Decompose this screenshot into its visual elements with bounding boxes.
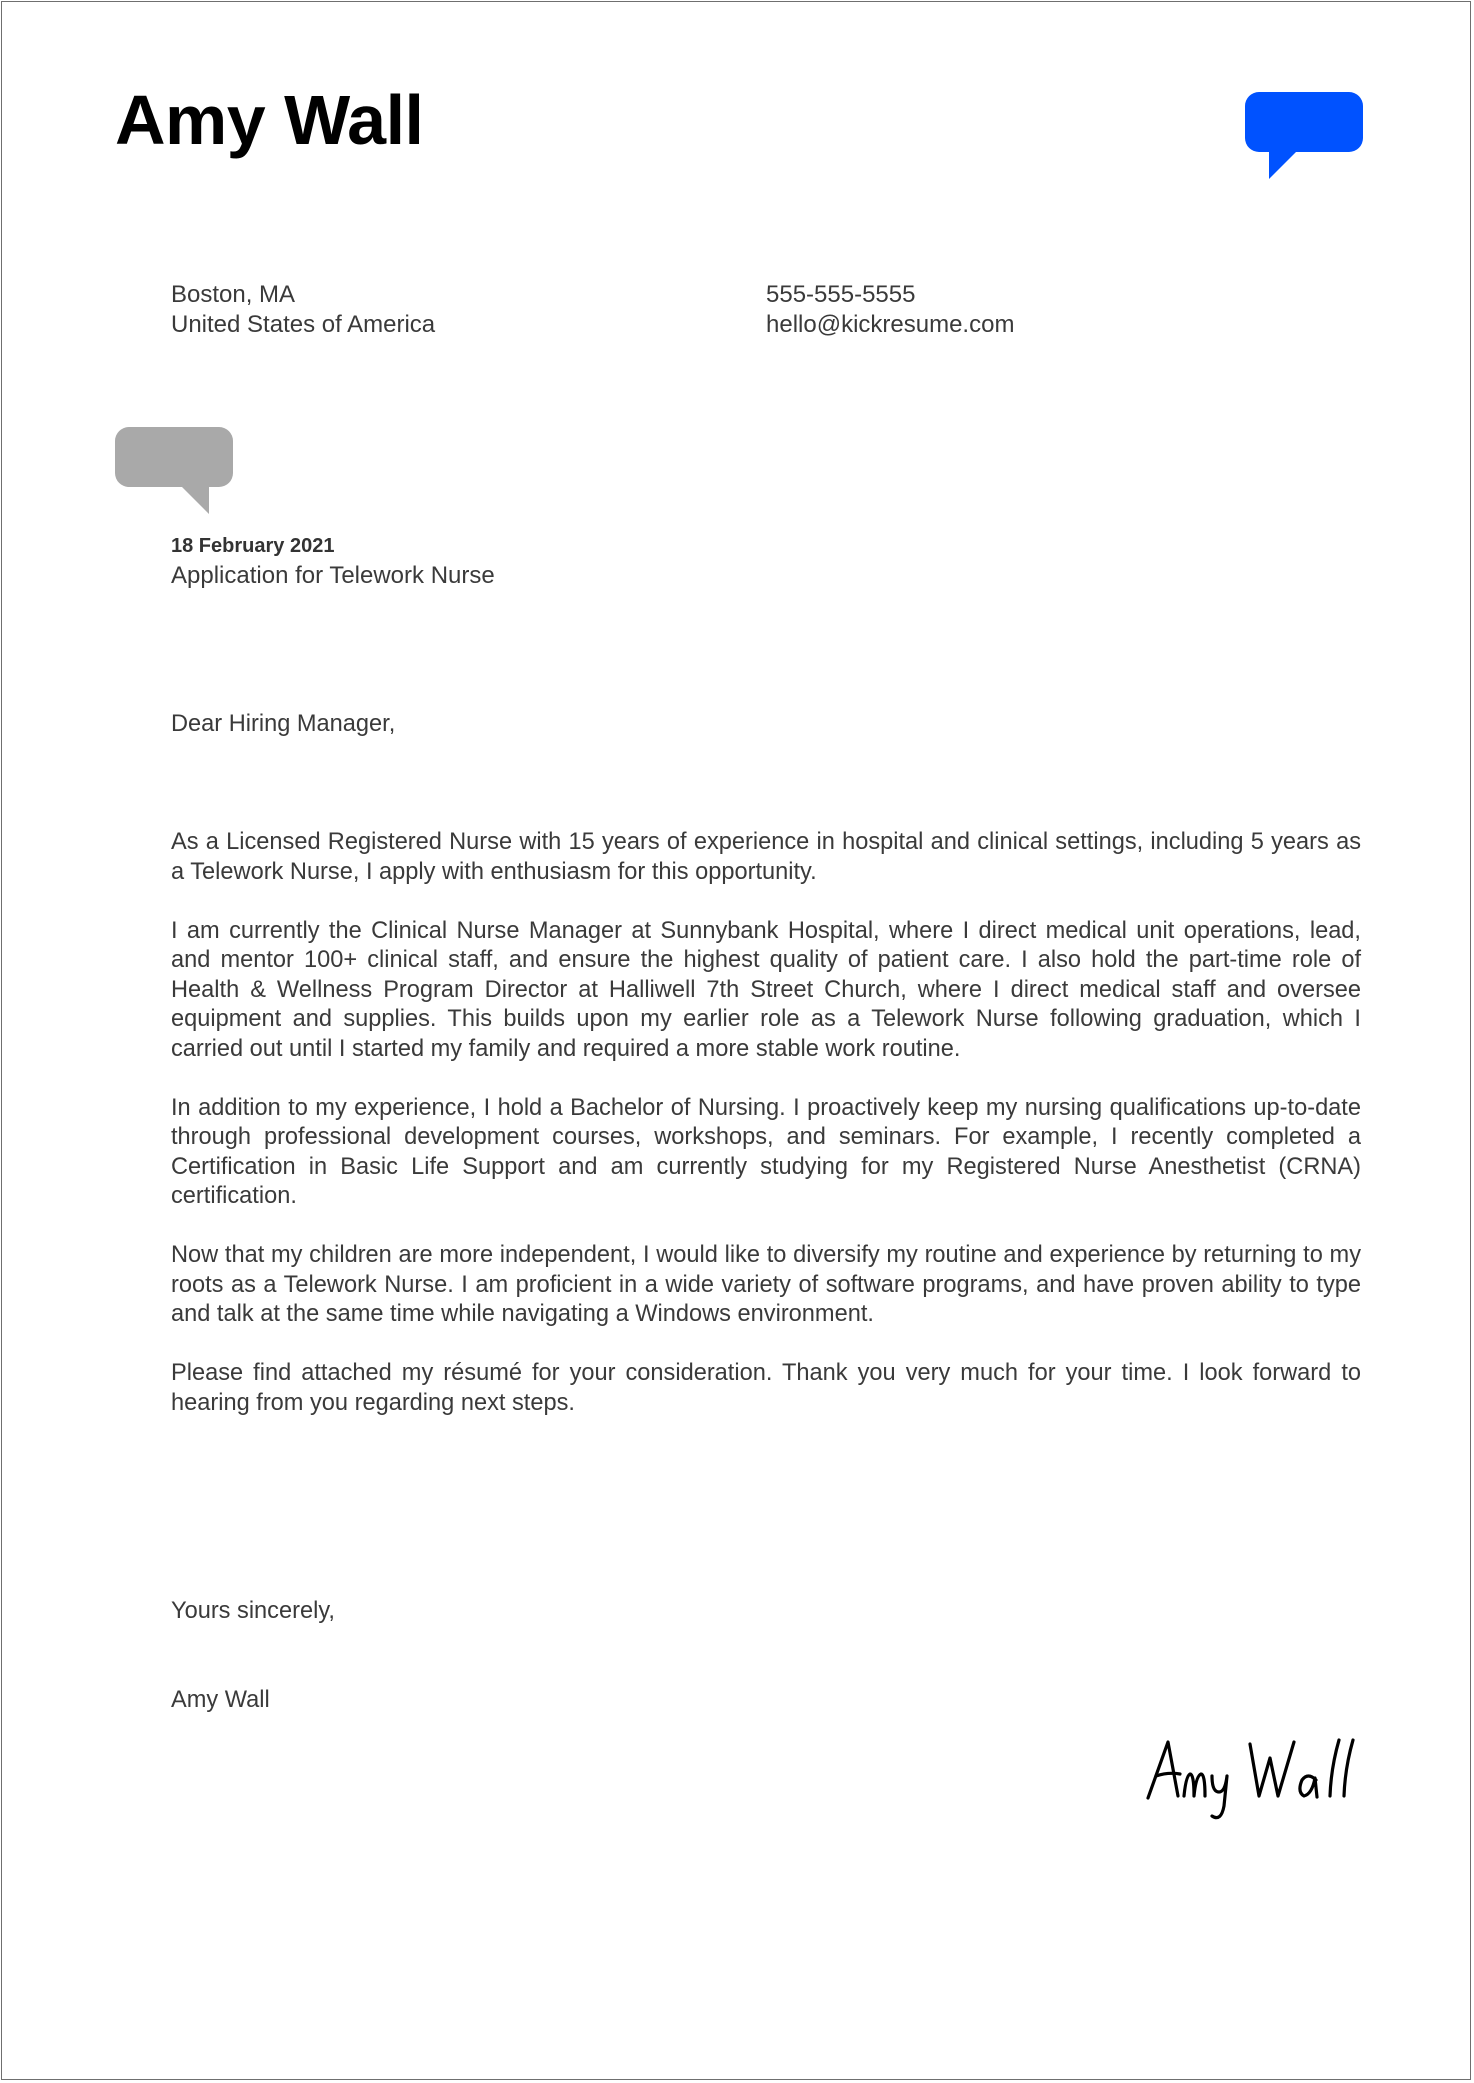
letter-paragraph: Please find attached my résumé for your consideration. Thank you very much for your time. I look forward to hearing from you regarding next steps. [171, 1360, 1361, 1416]
handwritten-signature [1142, 1732, 1378, 1824]
letter-meta [171, 532, 495, 592]
letter-paragraph: As a Licensed Registered Nurse with 15 years of experience in hospital and clinical settings, including 5 years as a Telework Nurse, I apply with enthusiasm for this opportunity. [171, 829, 1361, 885]
salutation: Dear Hiring Manager, [171, 711, 396, 737]
letter-subject: Application for Telework Nurse [171, 562, 495, 589]
letter-paragraph: Now that my children are more independent, I would like to diversify my routine and experience by returning to my roots as a Telework Nurse. I am proficient in a wide variety of software programs, and have proven ability to type and talk at the same time while navigating a Windows environment. [171, 1242, 1361, 1327]
country-text: United States of America [171, 311, 436, 338]
phone-text: 555-555-5555 [766, 281, 916, 308]
contact-block [766, 280, 1014, 340]
speech-bubble-icon [115, 427, 233, 514]
letter-page [1, 1, 1471, 2080]
letter-body [171, 828, 1361, 1448]
letter-paragraph: I am currently the Clinical Nurse Manager at Sunnybank Hospital, where I direct medical unit operations, lead, and mentor 100+ clinical staff, and ensure the highest quality of patient care. I also hold the part-time role of Health & Wellness Program Director at Halliwell 7th Street Church, where I direct medical staff and oversee equipment and supplies. This builds upon my earlier role as a Telework Nurse following graduation, which I carried out until I started my family and required a more stable work routine. [171, 917, 1361, 1062]
address-block [171, 280, 435, 340]
email-text: hello@kickresume.com [766, 311, 1015, 338]
closing: Yours sincerely, [171, 1598, 335, 1624]
letter-date: 18 February 2021 [171, 535, 335, 557]
signed-name: Amy Wall [171, 1687, 270, 1713]
speech-bubble-icon [1245, 92, 1363, 179]
city-text: Boston, MA [171, 281, 296, 308]
letter-paragraph: In addition to my experience, I hold a Bachelor of Nursing. I proactively keep my nursing qualifications up-to-date through professional development courses, workshops, and seminars. For example, I recently completed a Certification in Basic Life Support and am currently studying for my Registered Nurse Anesthetist (CRNA) certification. [171, 1094, 1361, 1209]
applicant-name-heading: Amy Wall [115, 81, 424, 159]
